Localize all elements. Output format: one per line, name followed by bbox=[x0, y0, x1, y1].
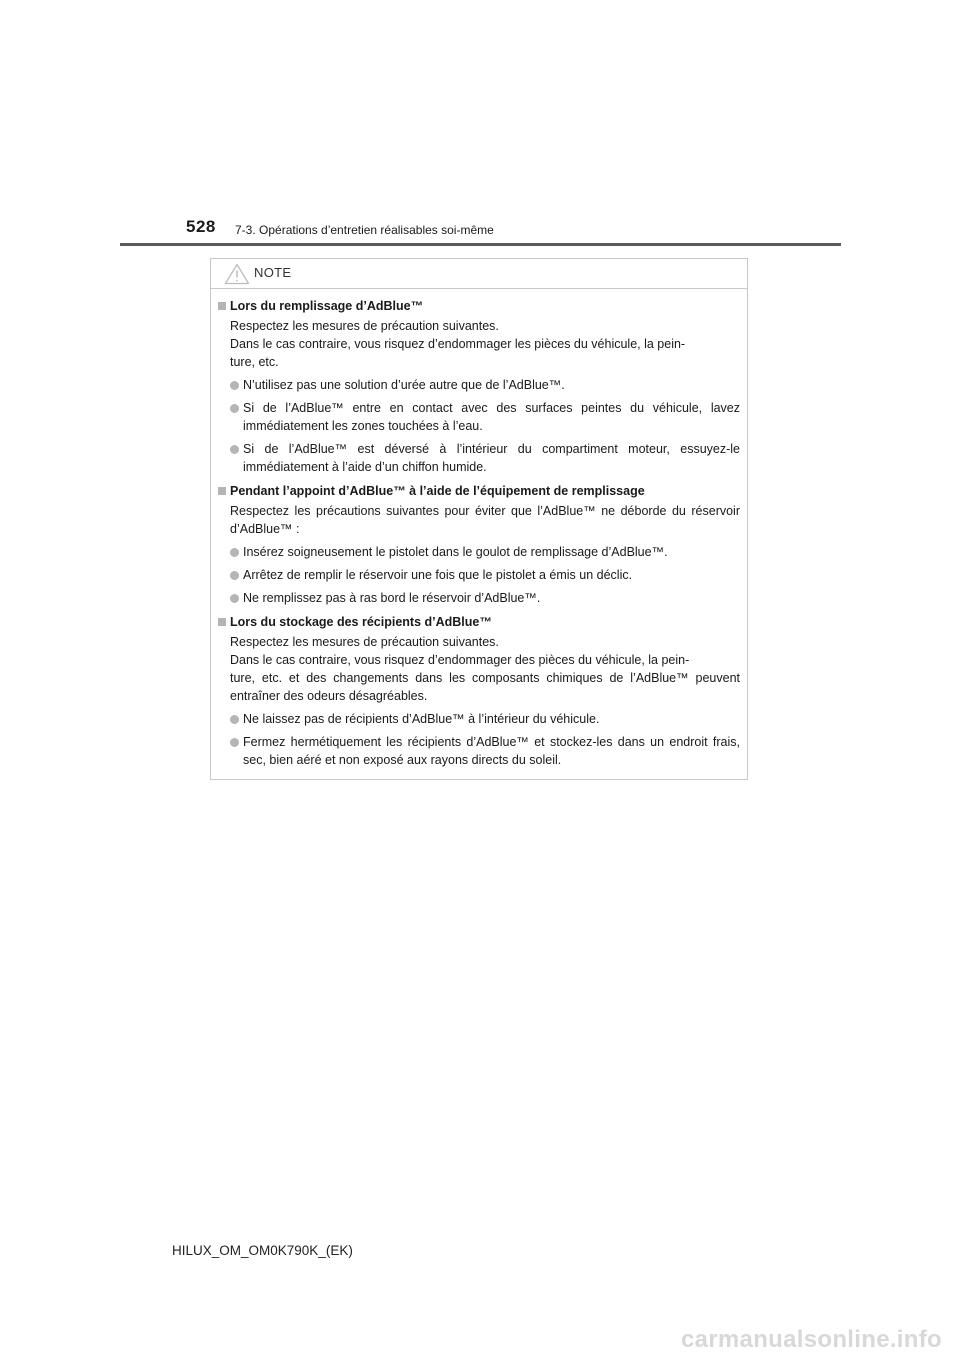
section-intro bbox=[218, 317, 740, 371]
list-item-text: N’utilisez pas une solution d’urée autre que de l’AdBlue™. bbox=[243, 378, 565, 392]
list-item-text: Ne remplissez pas à ras bord le réservoir d’AdBlue™. bbox=[243, 591, 541, 605]
section-title: 7-3. Opérations d’entretien réalisables soi-même bbox=[235, 223, 494, 237]
circle-bullet-icon bbox=[230, 404, 239, 413]
list-item bbox=[218, 589, 740, 607]
list-item-text: Si de l’AdBlue™ est déversé à l’intérieur du compartiment moteur, essuyez-le immédiatement à l’aide d’un chiffon humide. bbox=[243, 442, 740, 474]
document-code: HILUX_OM_OM0K790K_(EK) bbox=[172, 1243, 353, 1258]
section-intro-line: Dans le cas contraire, vous risquez d’endommager des pièces du véhicule, la pein- bbox=[230, 653, 690, 667]
section-intro: Respectez les précautions suivantes pour éviter que l’AdBlue™ ne déborde du réservoir d’AdBlue™ : bbox=[230, 504, 740, 536]
circle-bullet-icon bbox=[230, 571, 239, 580]
section-heading-text: Lors du stockage des récipients d’AdBlue™ bbox=[230, 615, 492, 629]
list-item bbox=[218, 399, 740, 435]
square-bullet-icon bbox=[218, 302, 226, 310]
square-bullet-icon bbox=[218, 618, 226, 626]
list-item bbox=[218, 566, 740, 584]
page-number: 528 bbox=[186, 217, 216, 236]
list-item-text: Arrêtez de remplir le réservoir une fois que le pistolet a émis un déclic. bbox=[243, 568, 633, 582]
note-box bbox=[210, 258, 748, 780]
section-intro-line: Dans le cas contraire, vous risquez d’endommager les pièces du véhicule, la pein- bbox=[230, 337, 686, 351]
section-intro bbox=[218, 633, 740, 705]
note-header bbox=[211, 259, 747, 289]
list-item-text: Ne laissez pas de récipients d’AdBlue™ à l’intérieur du véhicule. bbox=[243, 712, 600, 726]
section-heading-text: Lors du remplissage d’AdBlue™ bbox=[230, 299, 424, 313]
section-heading bbox=[218, 613, 740, 631]
list-item bbox=[218, 440, 740, 476]
list-item-text: Insérez soigneusement le pistolet dans le goulot de remplissage d’AdBlue™. bbox=[243, 545, 668, 559]
section-intro-line: ture, etc. bbox=[230, 355, 279, 369]
section-intro-line: Respectez les mesures de précaution suivantes. bbox=[230, 635, 499, 649]
circle-bullet-icon bbox=[230, 381, 239, 390]
list-item-text: Si de l’AdBlue™ entre en contact avec des surfaces peintes du véhicule, lavez immédiatement les zones touchées à l’eau. bbox=[243, 401, 740, 433]
section-intro-line: Respectez les mesures de précaution suivantes. bbox=[230, 319, 499, 333]
note-body bbox=[211, 289, 747, 769]
list-item bbox=[218, 710, 740, 728]
circle-bullet-icon bbox=[230, 715, 239, 724]
watermark-text: carmanualsonline.info bbox=[680, 1326, 942, 1353]
section-heading bbox=[218, 482, 740, 500]
circle-bullet-icon bbox=[230, 594, 239, 603]
header-divider bbox=[120, 243, 841, 246]
section-heading-text: Pendant l’appoint d’AdBlue™ à l’aide de l’équipement de remplissage bbox=[230, 484, 645, 498]
list-item bbox=[218, 543, 740, 561]
list-item-text: Fermez hermétiquement les récipients d’AdBlue™ et stockez-les dans un endroit frais, sec, bien aéré et non exposé aux rayons directs du soleil. bbox=[243, 735, 740, 767]
list-item bbox=[218, 376, 740, 394]
note-label: NOTE bbox=[254, 265, 292, 280]
circle-bullet-icon bbox=[230, 445, 239, 454]
circle-bullet-icon bbox=[230, 738, 239, 747]
section-intro-line: ture, etc. et des changements dans les composants chimiques de l’AdBlue™ peuvent entraîner des odeurs désagréables. bbox=[230, 671, 740, 703]
circle-bullet-icon bbox=[230, 548, 239, 557]
square-bullet-icon bbox=[218, 487, 226, 495]
warning-triangle-icon bbox=[224, 263, 250, 285]
section-heading bbox=[218, 297, 740, 315]
list-item bbox=[218, 733, 740, 769]
